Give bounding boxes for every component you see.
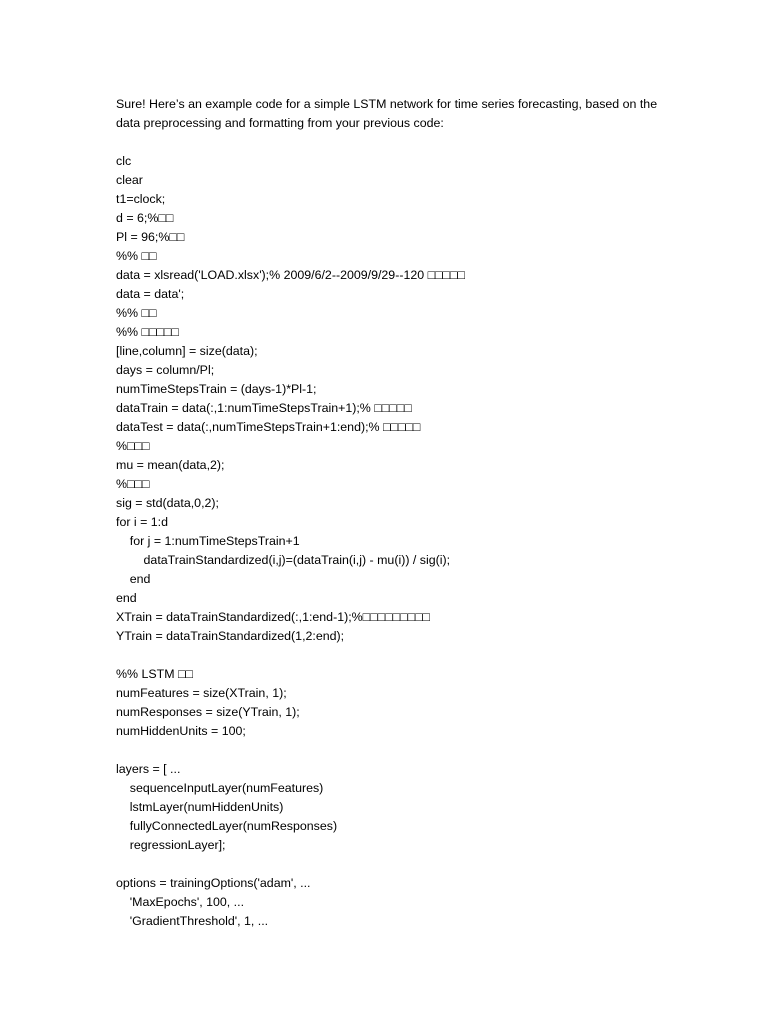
paragraph-gap [116,133,676,152]
code-line: end [116,572,151,586]
code-line: sig = std(data,0,2); [116,496,219,510]
code-line: lstmLayer(numHiddenUnits) [116,800,284,814]
code-line: regressionLayer]; [116,838,226,852]
intro-line: data preprocessing and formatting from your previous code: [116,116,444,130]
code-line: clc [116,154,132,168]
code-line: dataTest = data(:,numTimeStepsTrain+1:end);% □□□□□ [116,420,421,434]
code-line: numResponses = size(YTrain, 1); [116,705,300,719]
code-line: dataTrain = data(:,1:numTimeStepsTrain+1);% □□□□□ [116,401,412,415]
code-line: 'MaxEpochs', 100, ... [116,895,245,909]
code-line: numHiddenUnits = 100; [116,724,246,738]
code-line: numFeatures = size(XTrain, 1); [116,686,287,700]
code-line: fullyConnectedLayer(numResponses) [116,819,338,833]
code-line: numTimeStepsTrain = (days-1)*Pl-1; [116,382,317,396]
code-line: for j = 1:numTimeStepsTrain+1 [116,534,300,548]
code-line: sequenceInputLayer(numFeatures) [116,781,324,795]
code-line: mu = mean(data,2); [116,458,225,472]
code-line [116,741,676,760]
code-line: %□□□ [116,477,150,491]
code-line: d = 6;%□□ [116,211,174,225]
code-line: for i = 1:d [116,515,169,529]
code-line [116,855,676,874]
code-line: data = data'; [116,287,185,301]
code-block [116,152,676,931]
code-line: days = column/Pl; [116,363,215,377]
code-line: %% □□□□□ [116,325,179,339]
code-line: %% □□ [116,249,157,263]
code-line: end [116,591,137,605]
code-line: %% LSTM □□ [116,667,193,681]
code-line: %□□□ [116,439,150,453]
code-line: clear [116,173,143,187]
code-line: data = xlsread('LOAD.xlsx');% 2009/6/2--2009/9/29--120 □□□□□ [116,268,465,282]
code-line: Pl = 96;%□□ [116,230,185,244]
intro-paragraph [116,95,676,133]
code-line: 'GradientThreshold', 1, ... [116,914,269,928]
code-line: XTrain = dataTrainStandardized(:,1:end-1);%□□□□□□□□□ [116,610,431,624]
code-line: t1=clock; [116,192,166,206]
code-line: [line,column] = size(data); [116,344,258,358]
code-line: YTrain = dataTrainStandardized(1,2:end); [116,629,345,643]
code-line: dataTrainStandardized(i,j)=(dataTrain(i,j) - mu(i)) / sig(i); [116,553,451,567]
code-line [116,646,676,665]
code-line: layers = [ ... [116,762,181,776]
intro-line: Sure! Here’s an example code for a simple LSTM network for time series forecasting, based on the [116,97,658,111]
document-body [116,95,676,931]
code-line: %% □□ [116,306,157,320]
code-line: options = trainingOptions('adam', ... [116,876,311,890]
